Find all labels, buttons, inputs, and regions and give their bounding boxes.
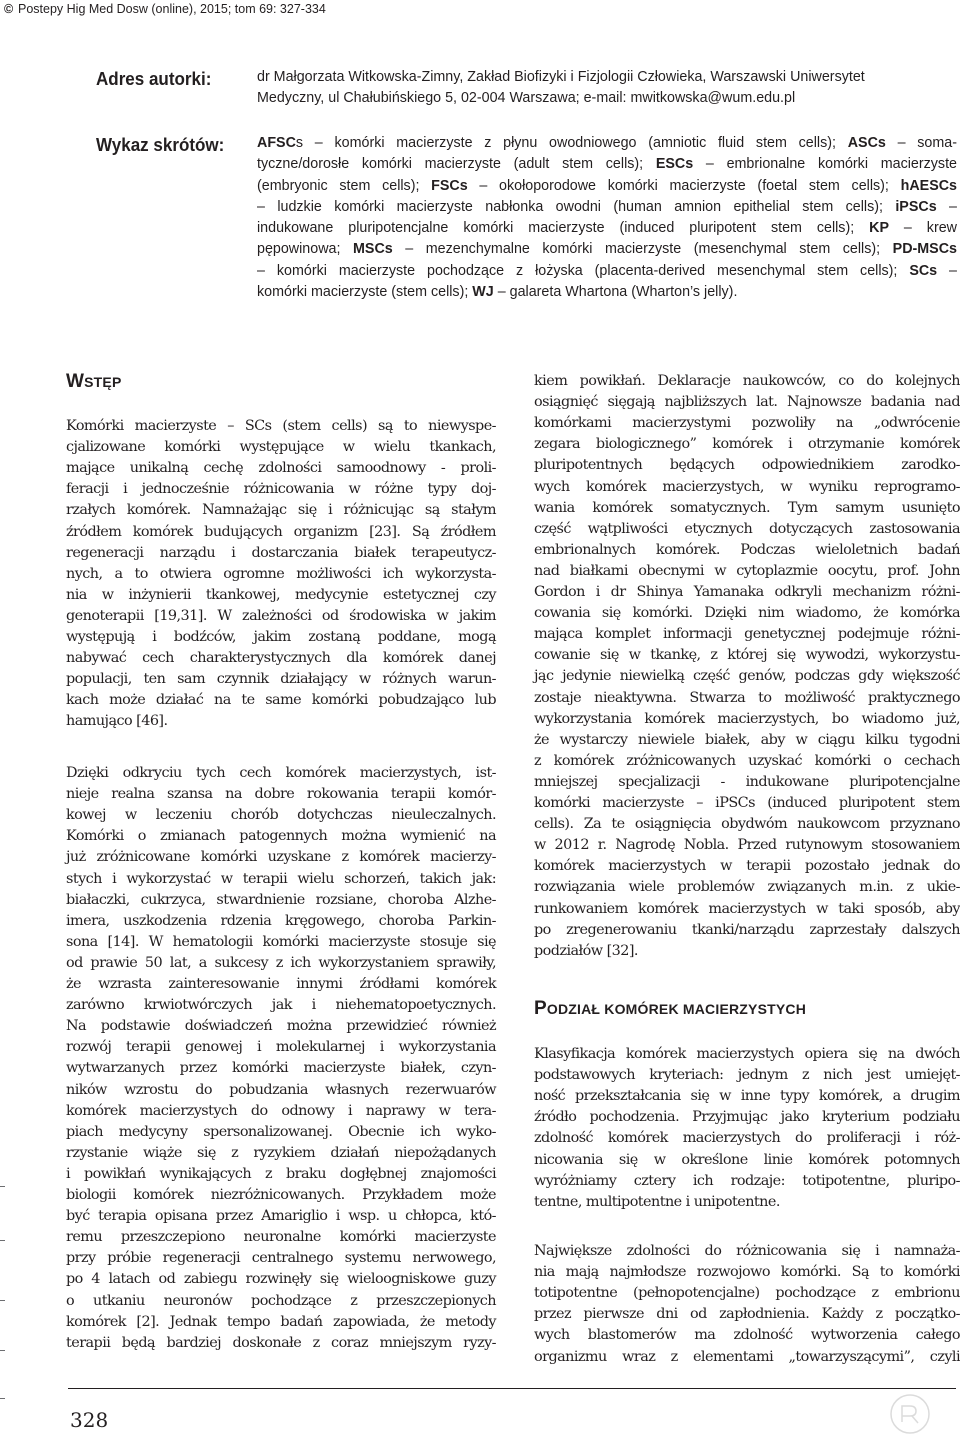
abbreviation-definition: – [936, 198, 957, 215]
body-text-line: o utkaniu neuronów pochodzące z przeszczepionych [66, 1292, 496, 1309]
body-text-line: cowania się komórki. Dzięki nim wiadomo, że komórka [534, 605, 960, 622]
body-text-line: cjalizowane komórki występujące w wielu tkankach, [66, 439, 496, 456]
body-text-line: w 2012 r. Nagrodę Nobla. Przed rutynowym stosowaniem [534, 837, 960, 854]
body-text-line: być terapia opisana przez Amariglio i wsp. u chłopca, któ- [66, 1208, 496, 1225]
body-text-line: nicowania się w określone linie komórek potomnych [534, 1151, 960, 1168]
body-text-line: mniejszej specjalizacji - indukowane pluripotencjalne [534, 773, 960, 790]
body-text-line: runkowaniem komórek macierzystych w taki sposób, aby [534, 900, 960, 917]
abbreviation-term: KP [869, 220, 889, 237]
body-text-line: cells). Za te osiągnięcia obydwóm naukowcom przyznano [534, 816, 960, 833]
body-text-line: przez pierwsze dni od zapłodnienia. Każdy z początko- [534, 1306, 960, 1323]
body-text-line: Gordon i dr Shinya Yamanaka odkryli mechanizm różni- [534, 584, 960, 600]
page-number: 328 [70, 1408, 109, 1432]
abbreviation-term: iPSCs [895, 198, 937, 215]
abbreviation-definition: – ludzkie komórki macierzyste nabłonka owodni (human amnion epithelial stem cells); [257, 198, 896, 215]
abbreviation-definition: – okołoporodowe komórki macierzyste (foetal stem cells); [467, 177, 901, 194]
body-text-line: przy próbie regeneracji centralnego systemu nerwowego, [66, 1250, 496, 1267]
margin-tick [0, 1240, 5, 1241]
body-text-line: komórki macierzyste – iPSCs (induced pluripotent stem [534, 795, 960, 811]
abbreviation-definition: – galareta Whartona (Wharton’s jelly). [493, 284, 738, 301]
body-text-line: stych i wykorzystać w terapii wielu schorzeń, takich jak: [66, 870, 496, 887]
body-text-line: po zregenerowaniu tkanki/narządu zaprzestały dalszych [534, 921, 960, 938]
abbreviation-line [257, 176, 957, 197]
abbreviations-label: Wykaz skrótów: [96, 134, 225, 155]
body-text-line: nad białkami obecnymi w cytoplazmie oocytu, prof. John [534, 562, 960, 579]
body-text-line: rozwiązania wiele problemów związanych m.in. z ukie- [534, 879, 960, 896]
journal-citation: Postepy Hig Med Dosw (online), 2015; tom 69: 327-334 [18, 2, 326, 16]
body-text-line: nieje realna szansa na dobre rokowania terapii komór- [66, 786, 496, 803]
body-text-line: mająca komplet informacji genetycznej podejmuje różni- [534, 626, 960, 643]
abbreviations-list [257, 133, 957, 303]
body-text-line: występują i bodźców, jakim zostaną poddane, mogą [66, 629, 496, 645]
body-text-line: i powikłań wynikających z braku dogłębnej znajomości [66, 1165, 496, 1182]
abbreviation-term: FSCs [431, 177, 468, 194]
body-text-line: jąc jedynie niewielką część genów, podczas gdy większość [534, 668, 960, 685]
margin-tick [0, 1398, 5, 1399]
abbreviation-line [257, 239, 957, 260]
body-text-line: od prawie 50 lat, a sukcesy z ich wykorzystaniem sprawiły, [66, 954, 496, 971]
body-text-line: nabywać cech charakterystycznych dla komórek danej [66, 650, 496, 667]
copyright-icon: © [4, 2, 14, 16]
abbreviation-definition: – embrionalne komórki macierzyste [693, 156, 957, 173]
abbreviation-definition: – soma- [885, 135, 957, 151]
abbreviation-definition: s – komórki macierzyste z płynu owodniowego (amniotic fluid stem cells); [295, 135, 848, 151]
body-text-line: terapii będą bardziej doskonałe z coraz mniejszym ryzy- [66, 1334, 496, 1351]
body-text-line: sona [14]. W hematologii komórki macierzyste stosuje się [66, 933, 496, 950]
body-text-line: cowanie się w tkankę, z której się wywodzi, wykorzystu- [534, 647, 960, 664]
body-text-line: źródłem komórek budujących organizm [23]. Są źródłem [66, 523, 496, 540]
body-text-line: z komórek zróżnicowanych uzyskać komórki o cechach [534, 752, 960, 769]
abbreviation-term: SCs [909, 262, 938, 279]
address-line: dr Małgorzata Witkowska-Zimny, Zakład Biofizyki i Fizjologii Człowieka, Warszawski Uniwersytet [257, 69, 865, 85]
margin-tick [0, 1186, 5, 1187]
abbreviation-line [257, 282, 957, 303]
body-text-line: kiem powikłań. Deklaracje naukowców, co do kolejnych [534, 373, 960, 389]
abbreviation-line [257, 218, 957, 239]
footer-rule [68, 1388, 956, 1389]
body-text-line: organizmu wraz z elementami „towarzyszącymi”, czyli [534, 1348, 960, 1365]
body-text-line: wania komórek somatycznych. Tym samym usunięto [534, 499, 960, 516]
abbreviation-definition: – krew [889, 220, 957, 237]
body-text-line: Największe zdolności do różnicowania się i namnaża- [534, 1243, 960, 1259]
body-text-line: wytwarzanych przez komórki macierzyste białek, czyn- [66, 1060, 496, 1077]
body-text-line: że wystarczy niewiele białek, aby w ciągu kilku tygodni [534, 731, 960, 748]
body-text-line: Komórki macierzyste – SCs (stem cells) są to niewyspe- [66, 418, 496, 434]
body-text-line: zdolność komórek macierzystych do proliferacji i róż- [534, 1130, 960, 1147]
body-text-line: komórek macierzystych do odnowy i naprawy w tera- [66, 1102, 496, 1119]
authors-address-text [257, 67, 957, 110]
body-text-line: genoterapii [19,31]. W zależności od środowiska w jakim [66, 607, 496, 624]
section-heading-wstep: WSTĘP [66, 371, 122, 392]
body-text-line: tentne, multipotentne i unipotentne. [534, 1193, 780, 1210]
body-text-line: rzystanie wiąże się z ryzykiem działań niepożądanych [66, 1144, 496, 1161]
abbreviation-definition: indukowane pluripotencjalne komórki macierzyste (induced pluripotent stem cells); [257, 220, 870, 237]
body-text-line: część wątpliwości etycznych dotyczących zastosowania [534, 520, 960, 537]
body-text-line: populacji, ten sam czynnik działający w różnych warun- [66, 671, 496, 688]
abbreviation-definition: tyczne/dorosłe komórki macierzyste (adult stem cells); [257, 156, 656, 173]
abbreviation-term: WJ [472, 284, 494, 301]
abbreviation-term: AFSC [257, 135, 296, 151]
journal-header [0, 0, 960, 20]
body-text-line: kowej w leczeniu chorób dotychczas nieuleczalnych. [66, 807, 496, 824]
section-heading-podzial: PODZIAŁ KOMÓREK MACIERZYSTYCH [534, 998, 807, 1019]
address-line: Medyczny, ul Chałubińskiego 5, 02-004 Warszawa; e-mail: mwitkowska@wum.edu.pl [257, 90, 796, 107]
body-text-line: totipotentne (pełnopotencjalne) pochodzące z embrionu [534, 1285, 960, 1302]
body-text-line: podziałów [32]. [534, 942, 638, 959]
abbreviation-definition: – komórki macierzyste pochodzące z łożyska (placenta-derived mesenchymal stem cells); [257, 262, 910, 279]
body-text-line: pluripotentnych będących odpowiednikiem zarodko- [534, 457, 960, 474]
margin-tick [0, 1300, 5, 1301]
body-text-line: embrionalnych komórek. Podczas wieloletnich badań [534, 541, 960, 558]
body-text-line: ność przekształcania się w inne typy komórek, a drugim [534, 1088, 960, 1105]
abbreviation-term: ESCs [655, 156, 694, 173]
abbreviation-line [257, 133, 957, 154]
body-text-line: nych, a to otwiera ogromne możliwości ich wykorzysta- [66, 565, 496, 582]
journal-logo-icon [888, 1392, 932, 1436]
abbreviation-definition: komórki macierzyste (stem cells); [257, 284, 473, 301]
body-text-line: nia mają najmłodsze rozwojowo komórki. Są to komórki [534, 1264, 960, 1281]
abbreviation-definition: pępowinowa; [257, 241, 353, 258]
abbreviation-term: hAESCs [900, 177, 957, 194]
body-text-line: komórek macierzystych w terapii pozostało jednak do [534, 858, 960, 875]
body-text-line: biologii komórek niezróżnicowanych. Przykładem może [66, 1187, 496, 1203]
body-text-line: Komórki o zmianach patogennych można wymienić na [66, 828, 496, 845]
body-text-line: osiągnięć sięgają najbliższych lat. Najnowsze badania nad [534, 394, 960, 411]
authors-address-label: Adres autorki: [96, 68, 212, 89]
body-text-line: kach może działać na te same komórki pobudzająco lub [66, 692, 496, 709]
abbreviation-definition: – [937, 262, 957, 279]
body-text-line: ników wzrostu do pobudzania własnych rezerwuarów [66, 1081, 496, 1098]
body-text-line: Klasyfikacja komórek macierzystych opiera się na dwóch [534, 1046, 960, 1062]
body-text-line: imera, uszkodzenia rdzenia kręgowego, choroba Parkin- [66, 912, 496, 929]
body-text-line: po 4 latach od zabiegu rozwinęły się wieloogniskowe guzy [66, 1271, 496, 1288]
body-text-line: wych komórek macierzystych, w wyniku reprogramo- [534, 478, 960, 495]
body-text-line: Dzięki odkryciu tych cech komórek macierzystych, ist- [66, 765, 496, 781]
body-text-line: białaczki, cukrzyca, stwardnienie rozsiane, choroba Alzhe- [66, 891, 496, 908]
abbreviation-term: PD-MSCs [892, 241, 957, 258]
body-text-line: feracji i jednocześnie różnicowania w różne typy doj- [66, 481, 496, 498]
body-text-line: komórkami macierzystymi pozwoliły na „odwrócenie [534, 415, 960, 432]
body-text-line: zarówno krwiotwórczych jak i niehematopoetycznych. [66, 997, 496, 1014]
body-text-line: wyróżniamy cztery ich rodzaje: totipotentne, pluripo- [534, 1172, 960, 1189]
body-text-line: rzałych komórek. Namnażając się i różnicując są stałym [66, 502, 496, 519]
body-text-line: rozwój terapii genowej i molekularnej i wykorzystania [66, 1039, 496, 1056]
abbreviation-definition: – mezenchymalne komórki macierzyste (mesenchymal stem cells); [392, 241, 893, 258]
body-text-line: Na podstawie doświadczeń można przewidzieć również [66, 1018, 496, 1035]
body-text-line: podstawowych kryteriach: jednym z nich jest umiejęt- [534, 1067, 960, 1084]
abbreviation-term: ASCs [847, 135, 886, 151]
body-text-line: hamująco [46]. [66, 713, 168, 730]
body-text-line: regeneracji narządu i dostarczania białek terapeutycz- [66, 544, 496, 561]
body-text-line: zostaje nieaktywna. Stwarza to możliwość praktycznego [534, 689, 960, 706]
body-text-line: nia w inżynierii tkankowej, medycynie estetycznej czy [66, 586, 496, 603]
body-text-line: że wzrasta zainteresowanie innymi źródłami komórek [66, 976, 496, 992]
body-text-line: wych blastomerów ma zdolność wytworzenia całego [534, 1327, 960, 1344]
abbreviation-line [257, 197, 957, 218]
body-text-line: remu przeszczepiono neuronalne komórki macierzyste [66, 1229, 496, 1246]
body-text-line: zegara biologicznego” komórek i otrzymanie komórek [534, 436, 960, 453]
abbreviation-line [257, 154, 957, 175]
body-text-line: mające unikalną cechę zdolności samoodnowy - proli- [66, 460, 496, 477]
margin-tick [0, 1350, 5, 1351]
body-text-line: już zróżnicowane komórki uzyskane z komórek macierzy- [66, 849, 496, 866]
body-text-line: komórek [2]. Jednak tempo badań zapowiada, że metody [66, 1313, 496, 1330]
body-text-line: piach medycyny spersonalizowanej. Obecnie ich wyko- [66, 1123, 496, 1140]
body-text-line: wykorzystania komórek macierzystych, bo wiadomo już, [534, 710, 960, 727]
abbreviation-term: MSCs [353, 241, 393, 258]
abbreviation-definition: (embryonic stem cells); [257, 177, 432, 194]
abbreviation-line [257, 261, 957, 282]
body-text-line: źródło pochodzenia. Przyjmując jako kryterium podziału [534, 1109, 960, 1126]
